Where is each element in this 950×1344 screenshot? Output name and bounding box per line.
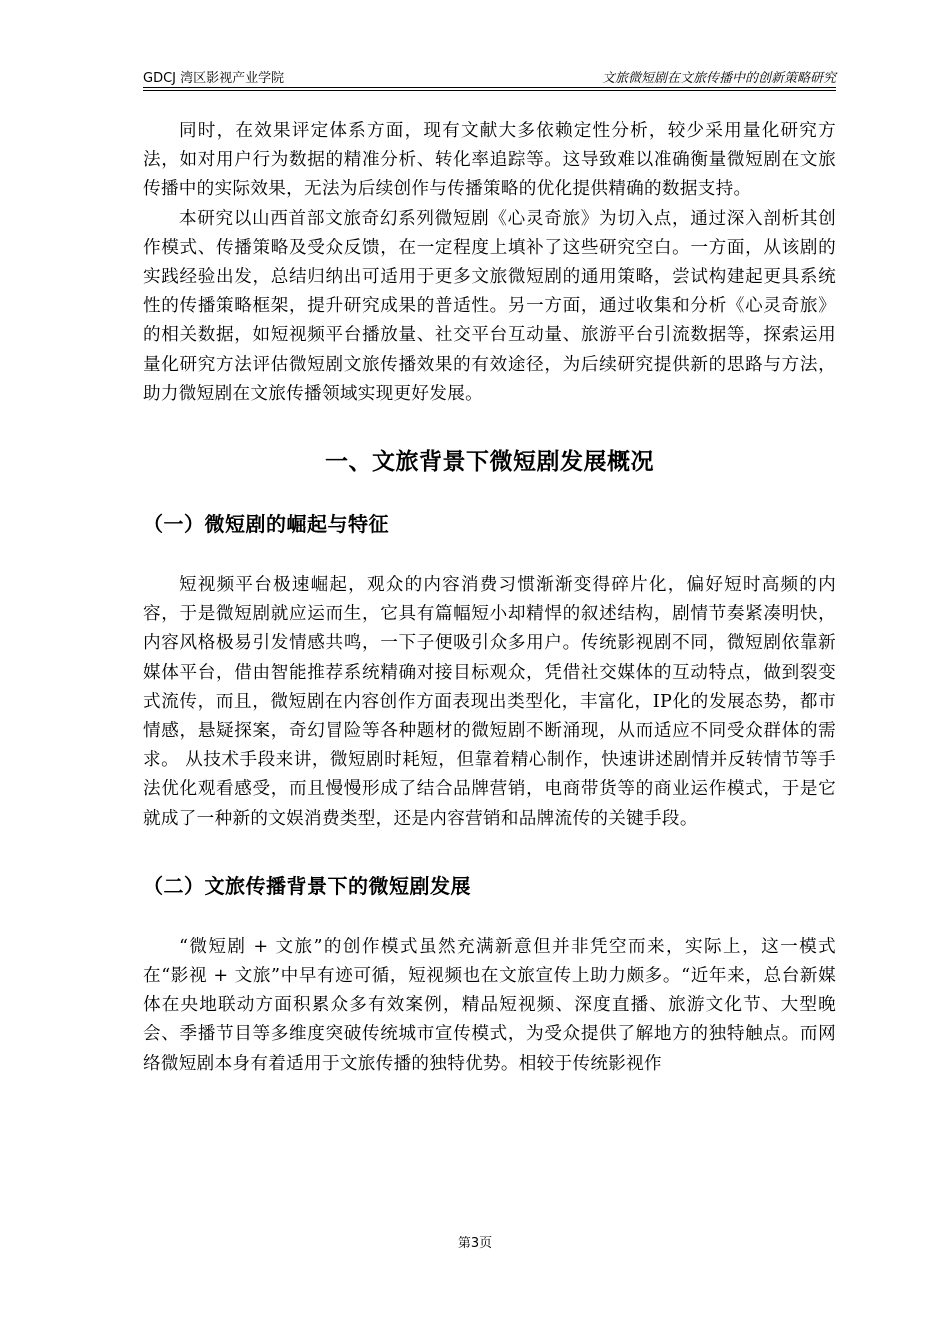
page-header: [143, 64, 836, 86]
page-number: 第3页: [457, 1236, 493, 1251]
subsection-heading-1: （一）微短剧的崛起与特征: [143, 512, 389, 537]
header-rule: [143, 87, 836, 88]
page-body: [143, 117, 836, 1079]
header-rule-thin: [143, 90, 836, 91]
paragraph-evaluation-gap: 同时，在效果评定体系方面，现有文献大多依赖定性分析，较少采用量化研究方法，如对用户行为数据的精准分析、转化率追踪等。这导致难以准确衡量微短剧在文旅传播中的实际效果，无法为后续创作与传播策略的优化提供精确的数据支持。: [143, 121, 836, 200]
section-heading: 一、文旅背景下微短剧发展概况: [325, 449, 654, 476]
paragraph-cultural-tourism-development: “微短剧 + 文旅”的创作模式虽然充满新意但并非凭空而来，实际上，这一模式在“影视 + 文旅”中早有迹可循，短视频也在文旅宣传上助力颇多。“近年来，总台新媒体在央地联动方面积累众多有效案例，精品短视频、深度直播、旅游文化节、大型晚会、季播节目等多维度突破传统城市宣传模式，为受众提供了解地方的独特触点。而网络微短剧本身有着适用于文旅传播的独特优势。相较于传统影视作: [143, 936, 836, 1074]
subsection-heading-2: （二）文旅传播背景下的微短剧发展: [143, 873, 471, 898]
header-institution: GDCJ 湾区影视产业学院: [143, 71, 285, 86]
page-footer: [0, 1232, 950, 1251]
header-paper-title: 文旅微短剧在文旅传播中的创新策略研究: [601, 71, 836, 86]
paragraph-study-scope: 本研究以山西首部文旅奇幻系列微短剧《心灵奇旅》为切入点，通过深入剖析其创作模式、传播策略及受众反馈，在一定程度上填补了这些研究空白。一方面，从该剧的实践经验出发，总结归纳出可适用于更多文旅微短剧的通用策略，尝试构建起更具系统性的传播策略框架，提升研究成果的普适性。另一方面，通过收集和分析《心灵奇旅》的相关数据，如短视频平台播放量、社交平台互动量、旅游平台引流数据等，探索运用量化研究方法评估微短剧文旅传播效果的有效途径，为后续研究提供新的思路与方法，助力微短剧在文旅传播领域实现更好发展。: [143, 208, 836, 404]
paragraph-rise-features: 短视频平台极速崛起，观众的内容消费习惯渐渐变得碎片化，偏好短时高频的内容，于是微短剧就应运而生，它具有篇幅短小却精悍的叙述结构，剧情节奏紧凑明快，内容风格极易引发情感共鸣，一下子便吸引众多用户。传统影视剧不同，微短剧依靠新媒体平台，借由智能推荐系统精确对接目标观众，凭借社交媒体的互动特点，做到裂变式流传，而且，微短剧在内容创作方面表现出类型化，丰富化，IP化的发展态势，都市情感，悬疑探案，奇幻冒险等各种题材的微短剧不断涌现，从而适应不同受众群体的需求。 从技术手段来讲，微短剧时耗短，但靠着精心制作，快速讲述剧情并反转情节等手法优化观看感受，而且慢慢形成了结合品牌营销，电商带货等的商业运作模式，于是它就成了一种新的文娱消费类型，还是内容营销和品牌流传的关键手段。: [143, 575, 836, 829]
